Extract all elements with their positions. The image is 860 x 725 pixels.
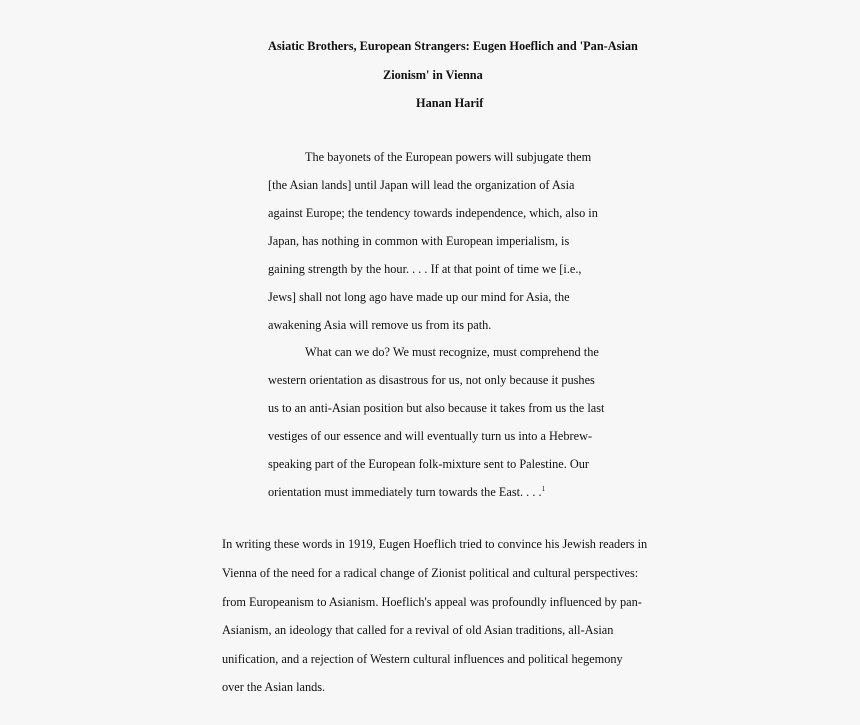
quote-line: [the Asian lands] until Japan will lead the organization of Asia — [268, 178, 575, 192]
footnote-marker[interactable]: 1 — [541, 484, 546, 493]
paragraph-line: Asianism, an ideology that called for a revival of old Asian traditions, all-Asian — [222, 623, 614, 637]
paragraph-line: unification, and a rejection of Western cultural influences and political hegemony — [222, 652, 623, 666]
quote-line: The bayonets of the European powers will subjugate them — [305, 150, 592, 164]
quote-line-last — [268, 484, 545, 500]
quote-line: western orientation as disastrous for us, not only because it pushes — [268, 373, 595, 387]
paragraph-line: from Europeanism to Asianism. Hoeflich's appeal was profoundly influenced by pan- — [222, 595, 642, 609]
title-line-2: Zionism' in Vienna — [383, 68, 483, 82]
quote-line: against Europe; the tendency towards independence, which, also in — [268, 206, 598, 220]
quote-line: What can we do? We must recognize, must comprehend the — [305, 345, 599, 359]
paragraph-line: In writing these words in 1919, Eugen Hoeflich tried to convince his Jewish readers in — [222, 537, 648, 551]
author-name: Hanan Harif — [416, 96, 484, 110]
quote-line: awakening Asia will remove us from its path. — [268, 318, 492, 332]
quote-line: speaking part of the European folk-mixture sent to Palestine. Our — [268, 457, 589, 471]
quote-line: us to an anti-Asian position but also because it takes from us the last — [268, 401, 605, 415]
quote-line: vestiges of our essence and will eventually turn us into a Hebrew- — [268, 429, 593, 443]
quote-text: orientation must immediately turn towards the East. . . . — [268, 485, 542, 499]
quote-line: gaining strength by the hour. . . . If at that point of time we [i.e., — [268, 262, 582, 276]
paragraph-line: Vienna of the need for a radical change of Zionist political and cultural perspectives: — [222, 566, 639, 580]
title-line-1: Asiatic Brothers, European Strangers: Eugen Hoeflich and 'Pan-Asian — [268, 39, 638, 53]
quote-line: Japan, has nothing in common with European imperialism, is — [268, 234, 570, 248]
quote-line: Jews] shall not long ago have made up our mind for Asia, the — [268, 290, 570, 304]
paragraph-line: over the Asian lands. — [222, 680, 326, 694]
